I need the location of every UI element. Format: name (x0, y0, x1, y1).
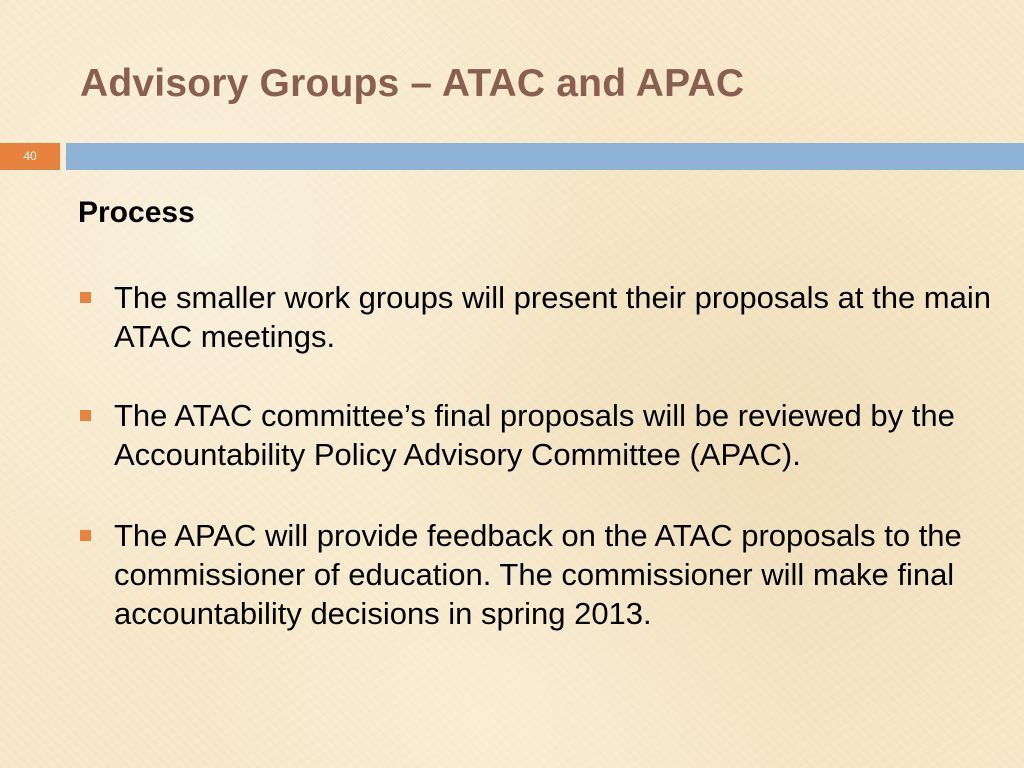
bullet-text: The APAC will provide feedback on the ATAC proposals to the commissioner of education. The commissioner will make final accountability decisions in spring 2013. (114, 518, 962, 631)
bullet-item (76, 516, 1006, 633)
bullet-item (76, 278, 1006, 356)
slide-title: Advisory Groups – ATAC and APAC (80, 62, 745, 105)
slide-number: 40 (0, 143, 60, 170)
square-bullet-icon (80, 292, 91, 303)
bullet-text: The ATAC committee’s final proposals will be reviewed by the Accountability Policy Advisory Committee (APAC). (114, 398, 955, 472)
header-bar (66, 143, 1024, 170)
square-bullet-icon (80, 410, 91, 421)
bullet-text: The smaller work groups will present their proposals at the main ATAC meetings. (114, 280, 991, 354)
section-heading: Process (78, 196, 195, 229)
square-bullet-icon (80, 530, 91, 541)
bullet-item (76, 396, 1006, 474)
bullet-list (76, 278, 1006, 633)
